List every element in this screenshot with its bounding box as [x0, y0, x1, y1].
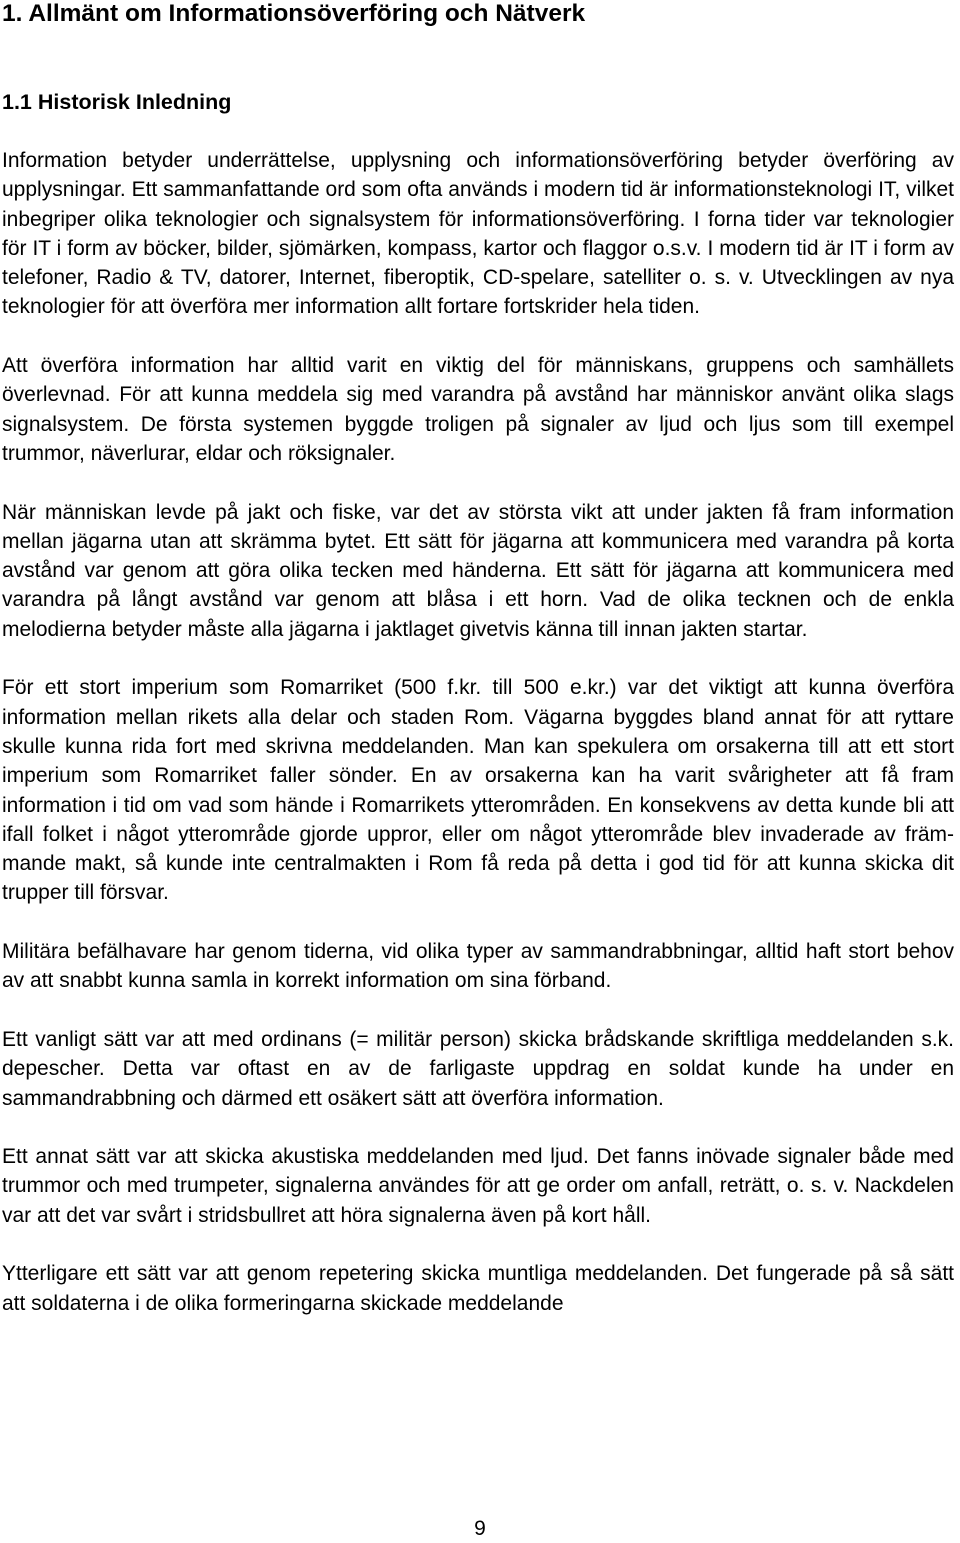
paragraph: Militära befälhavare har genom tiderna, vid olika typer av sammandrabbningar, alltid haft stort behov av att snabbt kunna samla in korrekt information om sina förband.: [2, 940, 954, 993]
paragraph: Att överföra information har alltid varit en viktig del för människans, gruppens och samhällets överlevnad. För att kunna meddela sig med varandra på avstånd har människor använt olika slags signalsystem. De första systemen byggde troligen på signaler av ljud och ljus som till exempel trummor, näverlurar, eldar och röksignaler.: [2, 354, 954, 465]
section-title: 1.1 Historisk Inledning: [2, 90, 232, 114]
paragraph: När människan levde på jakt och fiske, var det av största vikt att under jakten få fram information mellan jägarna utan att skrämma bytet. Ett sätt för jägarna att kommunicera med varandra på korta avstånd var genom att göra olika tecken med händerna. Ett sätt för jägarna att kommunicera med varandra på långt avstånd var genom att blåsa i ett horn. Vad de olika tecknen och de enkla melodierna betyder måste alla jägarna i jaktlaget givetvis känna till innan jakten startar.: [2, 500, 954, 641]
paragraph: För ett stort imperium som Romarriket (500 f.kr. till 500 e.kr.) var det viktigt att kunna överföra information mellan rikets alla delar och staden Rom. Vägarna byggdes bland annat för att ryttare skulle kunna rida fort med skrivna meddelanden. Man kan spekulera om orsakerna till att ett stort imperium som Romarriket faller sönder. En av orsakerna kan ha varit svårigheter att få fram information i tid om vad som hände i Romarrikets ytterområden. En konsekvens av detta kunde bli att ifall folket i något ytterområde gjorde uppror, eller om något ytterområde blev invaderade av främ-mande makt, så kunde inte centralmakten i Rom få reda på detta i god tid för att kunna skicka dit trupper till försvar.: [2, 676, 954, 905]
body-text: [2, 146, 954, 1318]
paragraph: Ett vanligt sätt var att med ordinans (= militär person) skicka brådskande skriftliga meddelanden s.k. depescher. Detta var oftast en av de farligaste uppdrag en soldat kunde ha under en sammandrabbning och därmed ett osäkert sätt att överföra information.: [2, 1027, 954, 1110]
chapter-title: 1. Allmänt om Informationsöverföring och Nätverk: [2, 0, 586, 27]
page-number: 9: [474, 1517, 486, 1540]
paragraph: Ett annat sätt var att skicka akustiska meddelanden med ljud. Det fanns inövade signaler både med trummor och med trumpeter, signalerna användes för att ge order om anfall, reträtt, o. s. v. Nackdelen var att det var svårt i stridsbullret att höra signalerna även på kort håll.: [2, 1145, 954, 1227]
paragraph: Information betyder underrättelse, upplysning och informationsöverföring betyder överföring av upplysningar. Ett sammanfattande ord som ofta används i modern tid är informationsteknologi IT, vilket inbegriper olika teknologier och signalsystem för informationsöverföring. I forna tider var teknologier för IT i form av böcker, bilder, sjömärken, kompass, kartor och flaggor o.s.v. I modern tid är IT i form av telefoner, Radio & TV, datorer, Internet, fiberoptik, CD-spelare, satelliter o. s. v. Utvecklingen av nya teknologier för att överföra mer information allt fortare fortskrider hela tiden.: [2, 149, 954, 319]
paragraph: Ytterligare ett sätt var att genom repetering skicka muntliga meddelanden. Det fungerade på så sätt att soldaterna i de olika formeringarna skickade meddelande: [2, 1262, 954, 1315]
